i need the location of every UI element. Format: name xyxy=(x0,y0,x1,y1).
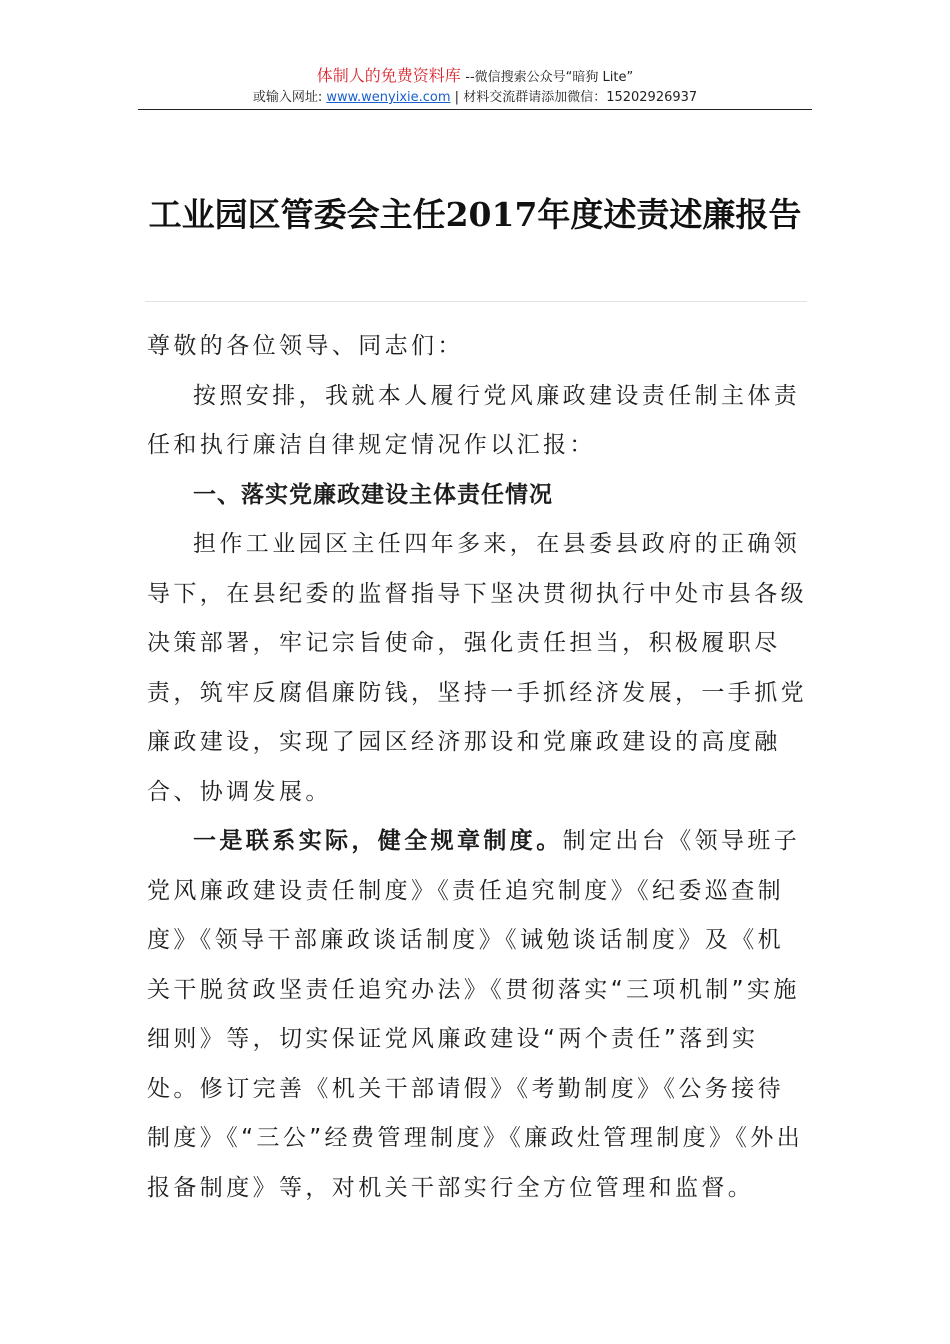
point-body: 制定出台《领导班子党风廉政建设责任制度》《责任追究制度》《纪委巡查制度》《领导干部廉政谈话制度》《诫勉谈话制度》及《机关干脱贫政坚责任追究办法》《贯彻落实“三项机制”实施细则》等，切实保证党风廉政建设“两个责任”落到实处。修订完善《机关干部请假》《考勤制度》《公务接待制度》《“三公”经费管理制度》《廉政灶管理制度》《外出报备制度》等，对机关干部实行全方位管理和监督。 xyxy=(147,828,804,1201)
point-lead: 一是联系实际，健全规章制度。 xyxy=(193,828,563,854)
intro-paragraph: 按照安排，我就本人履行党风廉政建设责任制主体责任和执行廉洁自律规定情况作以汇报： xyxy=(147,382,801,458)
header-contact: | 材料交流群请添加微信：15202926937 xyxy=(450,90,698,105)
header-tagline: --微信搜索公众号“暗狗 Lite” xyxy=(465,70,634,85)
section-paragraph: 担作工业园区主任四年多来，在县委县政府的正确领导下，在县纪委的监督指导下坚决贯彻执行中处市县各级决策部署，牢记宗旨使命，强化责任担当，积极履职尽责，筑牢反腐倡廉防钱，坚持一手抓经济发展，一手抓党廉政建设，实现了园区经济那设和党廉政建设的高度融合、协调发展。 xyxy=(147,531,807,805)
title-divider xyxy=(145,301,807,302)
document-title: 工业园区管委会主任2017年度述责述廉报告 xyxy=(148,195,802,234)
header-contact-line xyxy=(0,88,950,108)
header-brand: 体制人的免费资料库 xyxy=(316,66,461,85)
section-heading: 一、落实党廉政建设主体责任情况 xyxy=(193,481,553,508)
page-header xyxy=(0,66,950,108)
header-banner xyxy=(0,66,950,88)
header-url-link[interactable]: www.wenyixie.com xyxy=(326,90,451,105)
header-divider xyxy=(138,109,812,110)
point-paragraph xyxy=(147,817,809,1213)
document-body xyxy=(147,322,809,1213)
header-url-prefix: 或输入网址: xyxy=(252,90,327,105)
salutation: 尊敬的各位领导、同志们： xyxy=(147,333,464,359)
